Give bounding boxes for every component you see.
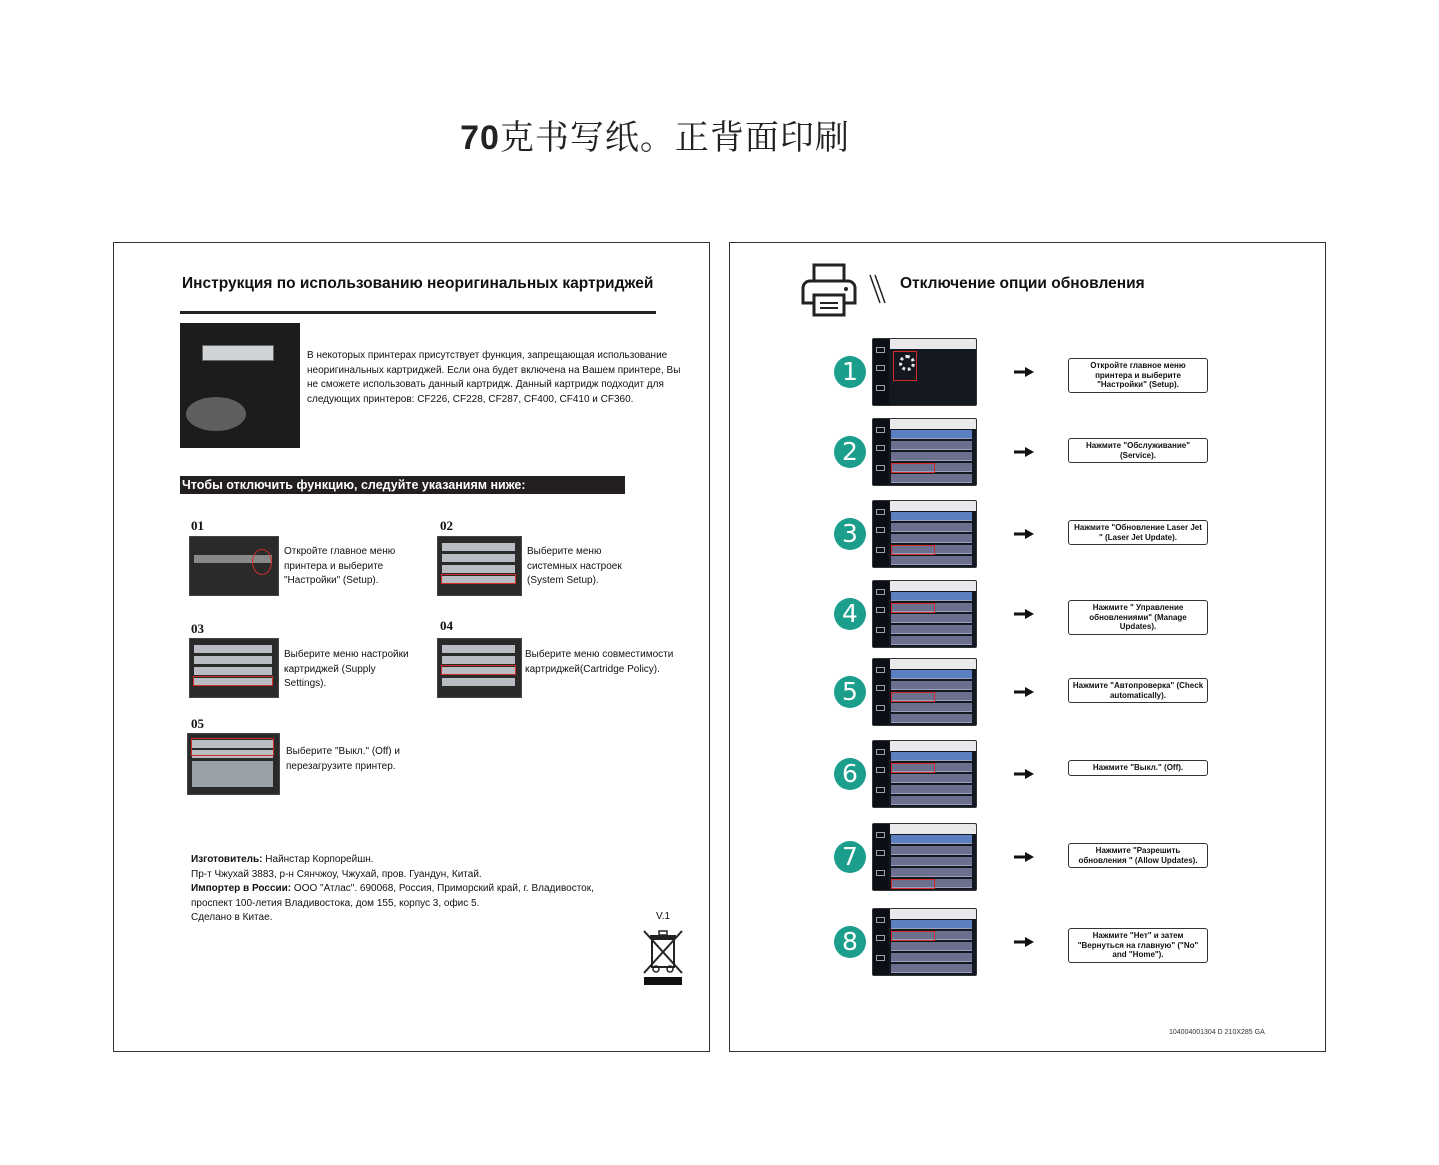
arrow-right-icon bbox=[1014, 687, 1034, 697]
intro-text: В некоторых принтерах присутствует функция, запрещающая использование неоригинальных картриджей. Если она будет включена на Вашем принтере, Вы не сможете использовать данный картридж. Данный картридж подходит для следующих принтеров: CF226, CF228, CF287, CF400, CF410 и CF360. bbox=[307, 350, 681, 405]
step-callout: Нажмите "Автопроверка" (Check automatically). bbox=[1068, 678, 1208, 703]
step-number: 04 bbox=[440, 618, 453, 633]
right-panel bbox=[729, 242, 1326, 1052]
product-code: 104004001304 D 210X285 GA bbox=[1169, 1029, 1265, 1036]
step-callout: Нажмите "Нет" и затем "Вернуться на главную" ("No" and "Home"). bbox=[1068, 928, 1208, 963]
manufacturer-info: Изготовитель: Найнстар Корпорейшн. Пр-т Чжухай 3883, р-н Сянчжоу, Чжухай, пров. Гуандун, Китай. Импортер в России: ООО "Атлас". 690068, Россия, Приморский край, г. Владивосток, проспект 100-летия Владивостока, дом 155, корпус 3, офис 5. Сделано в Китае. bbox=[191, 854, 594, 923]
step-callout: Нажмите "Обслуживание" (Service). bbox=[1068, 438, 1208, 463]
step-circle-number: 8 bbox=[834, 926, 866, 958]
printer-icon bbox=[800, 263, 858, 317]
step-number: 05 bbox=[191, 716, 204, 731]
arrow-right-icon bbox=[1014, 447, 1034, 457]
control-panel-screenshot bbox=[872, 658, 977, 726]
step-circle-number: 3 bbox=[834, 518, 866, 550]
instruction-bar: Чтобы отключить функцию, следуйте указаниям ниже: bbox=[180, 476, 625, 494]
step-text: Откройте главное меню принтера и выберите "Настройки" (Setup). bbox=[284, 546, 396, 586]
control-panel-screenshot bbox=[872, 500, 977, 568]
version-label: V.1 bbox=[656, 911, 671, 922]
step-circle-number: 2 bbox=[834, 436, 866, 468]
step-screenshot bbox=[189, 638, 279, 698]
page-title: 70克书写纸。正背面印刷 bbox=[460, 118, 850, 158]
arrow-right-icon bbox=[1014, 769, 1034, 779]
control-panel-screenshot bbox=[872, 580, 977, 648]
step-text: Выберите меню настройки картриджей (Supply Settings). bbox=[284, 649, 409, 689]
step-screenshot bbox=[437, 638, 522, 698]
control-panel-screenshot bbox=[872, 418, 977, 486]
printer-display bbox=[202, 345, 274, 361]
step-text: Выберите меню совместимости картриджей(Cartridge Policy). bbox=[525, 649, 674, 675]
step-callout: Нажмите " Управление обновлениями" (Manage Updates). bbox=[1068, 600, 1208, 635]
step-number: 02 bbox=[440, 518, 453, 533]
arrow-right-icon bbox=[1014, 852, 1034, 862]
step-circle-number: 4 bbox=[834, 598, 866, 630]
left-panel bbox=[113, 242, 710, 1052]
step-circle-number: 1 bbox=[834, 356, 866, 388]
step-number: 03 bbox=[191, 621, 204, 636]
right-heading: Отключение опции обновления bbox=[900, 275, 1145, 292]
weee-bin-icon bbox=[642, 929, 684, 987]
step-callout: Нажмите "Выкл." (Off). bbox=[1068, 760, 1208, 776]
control-panel-screenshot bbox=[872, 823, 977, 891]
left-heading: Инструкция по использованию неоригинальных картриджей bbox=[182, 275, 654, 292]
step-callout: Нажмите "Разрешить обновления " (Allow Updates). bbox=[1068, 843, 1208, 868]
step-screenshot bbox=[437, 536, 522, 596]
control-panel-screenshot bbox=[872, 908, 977, 976]
control-panel-screenshot bbox=[872, 338, 977, 406]
step-text: Выберите "Выкл." (Off) и перезагрузите принтер. bbox=[286, 746, 401, 772]
step-circle-number: 5 bbox=[834, 676, 866, 708]
control-panel-screenshot bbox=[872, 740, 977, 808]
step-screenshot bbox=[187, 733, 280, 795]
photo-highlight bbox=[186, 397, 246, 431]
heading-rule bbox=[180, 311, 656, 314]
arrow-right-icon bbox=[1014, 609, 1034, 619]
step-screenshot bbox=[189, 536, 279, 596]
divider-slashes-icon bbox=[868, 273, 888, 305]
arrow-right-icon bbox=[1014, 937, 1034, 947]
step-callout: Откройте главное меню принтера и выберите "Настройки" (Setup). bbox=[1068, 358, 1208, 393]
arrow-right-icon bbox=[1014, 529, 1034, 539]
arrow-right-icon bbox=[1014, 367, 1034, 377]
step-circle-number: 6 bbox=[834, 758, 866, 790]
step-callout: Нажмите "Обновление Laser Jet " (Laser Jet Update). bbox=[1068, 520, 1208, 545]
step-number: 01 bbox=[191, 518, 204, 533]
step-text: Выберите меню системных настроек (System Setup). bbox=[527, 546, 622, 586]
step-circle-number: 7 bbox=[834, 841, 866, 873]
printer-photo bbox=[180, 323, 300, 448]
